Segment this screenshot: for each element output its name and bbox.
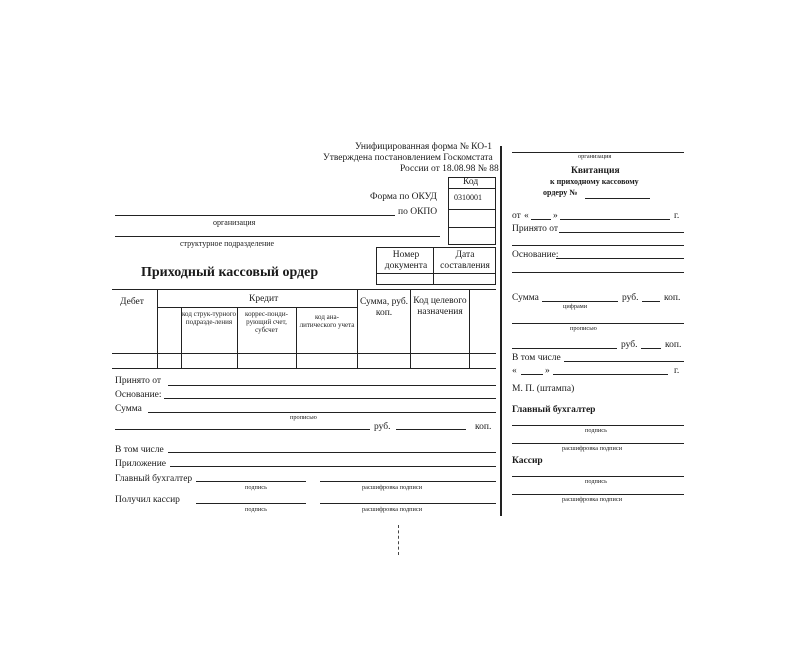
received-from-label: Принято от: [115, 376, 162, 386]
receipt-month-year-field[interactable]: [560, 219, 670, 220]
receipt-basis-field-2[interactable]: [512, 272, 684, 273]
receipt-basis-field[interactable]: [556, 258, 684, 259]
receipt-cashier-decode-caption: расшифровка подписи: [562, 496, 623, 503]
cashier-decode-caption: расшифровка подписи: [362, 506, 423, 513]
cashier-signature-caption: подпись: [245, 506, 267, 513]
receipt-received-from-label: Принято от: [512, 224, 559, 234]
receipt-chief-signature-field[interactable]: [512, 425, 684, 426]
receipt-basis-label: Основание:: [512, 250, 559, 260]
rub-label: руб.: [374, 422, 391, 432]
division-caption: структурное подразделение: [180, 239, 275, 248]
okpo-label: по ОКПО: [398, 207, 438, 217]
document-title: Приходный кассовый ордер: [141, 265, 319, 280]
receipt-from-label: от: [512, 211, 521, 221]
doc-number-label: Номер документа: [384, 250, 428, 271]
cashier-name-field[interactable]: [320, 503, 496, 504]
receipt-received-from-field-2[interactable]: [512, 245, 684, 246]
receipt-kop-digits-field[interactable]: [642, 301, 660, 302]
receipt-kop-label-2: коп.: [665, 340, 682, 350]
receipt-digits-caption: цифрами: [563, 303, 588, 310]
receipt-including-field[interactable]: [564, 361, 684, 362]
receipt-sum-words-field[interactable]: [512, 323, 684, 324]
credit-division-code-header: код струк-турного подразде-ления: [182, 310, 236, 327]
receipt-order-number-field[interactable]: [585, 198, 650, 199]
receipt-chief-accountant-label: Главный бухгалтер: [512, 405, 596, 415]
receipt-subtitle: к приходному кассовому: [550, 177, 639, 186]
receipt-cashier-name-field[interactable]: [512, 494, 684, 495]
sum-words-field[interactable]: [148, 412, 496, 413]
receipt-received-from-field[interactable]: [559, 232, 684, 233]
receipt-title: Квитанция: [571, 166, 620, 176]
cut-mark: [398, 525, 399, 555]
receipt-including-label: В том числе: [512, 353, 561, 363]
amount-header: Сумма, руб. коп.: [359, 297, 409, 318]
receipt-kop-field-2[interactable]: [641, 348, 661, 349]
doc-date-label: Дата составления: [440, 250, 490, 271]
receipt-rub-label: руб.: [622, 293, 639, 303]
basis-label: Основание:: [115, 390, 162, 400]
sum-in-words-caption: прописью: [290, 414, 317, 421]
chief-decode-caption: расшифровка подписи: [362, 484, 423, 491]
code-label: Код: [463, 177, 479, 187]
receipt-sum-words-field-2[interactable]: [512, 348, 617, 349]
receipt-order-number-label: ордеру №: [543, 188, 578, 197]
sum-continuation-field[interactable]: [115, 429, 370, 430]
credit-account-header: коррес-понди-рующий счет, субсчет: [245, 310, 288, 335]
receipt-chief-signature-caption: подпись: [585, 427, 607, 434]
attachment-field[interactable]: [170, 466, 496, 467]
receipt-quote-close: »: [553, 211, 558, 221]
chief-signature-caption: подпись: [245, 484, 267, 491]
receipt-rub-label-2: руб.: [621, 340, 638, 350]
approval-date-line: России от 18.08.98 № 88: [400, 164, 499, 174]
receipt-cashier-signature-caption: подпись: [585, 478, 607, 485]
received-from-field[interactable]: [168, 385, 496, 386]
receipt-day-field-2[interactable]: [521, 374, 543, 375]
tear-line: [500, 146, 502, 516]
credit-header: Кредит: [249, 294, 279, 304]
okud-label: Форма по ОКУД: [370, 192, 437, 202]
chief-accountant-name-field[interactable]: [320, 481, 496, 482]
debit-header: Дебет: [120, 297, 144, 307]
basis-field[interactable]: [164, 398, 496, 399]
credit-analytics-header: код ана-литического учета: [299, 313, 355, 330]
receipt-cashier-label: Кассир: [512, 456, 543, 466]
receipt-quote-open-2: «: [512, 366, 517, 376]
form-code-line: Унифицированная форма № КО-1: [355, 142, 493, 152]
receipt-sum-label: Сумма: [512, 293, 539, 303]
approval-line: Утверждена постановлением Госкомстата: [323, 153, 493, 163]
organization-field[interactable]: [115, 215, 395, 216]
receipt-chief-decode-caption: расшифровка подписи: [562, 445, 623, 452]
receipt-day-field[interactable]: [531, 219, 551, 220]
including-label: В том числе: [115, 445, 164, 455]
receipt-year-label-2: г.: [674, 366, 680, 376]
receipt-cashier-signature-field[interactable]: [512, 476, 684, 477]
chief-accountant-signature-field[interactable]: [196, 481, 306, 482]
division-field[interactable]: [115, 236, 440, 237]
cashier-received-label: Получил кассир: [115, 495, 180, 505]
attachment-label: Приложение: [115, 459, 166, 469]
receipt-kop-label: коп.: [664, 293, 681, 303]
receipt-year-label: г.: [674, 211, 680, 221]
okud-value: 0310001: [454, 193, 482, 202]
including-field[interactable]: [168, 452, 496, 453]
receipt-organization-caption: организация: [578, 153, 612, 160]
sum-label: Сумма: [115, 404, 142, 414]
kop-amount-field[interactable]: [396, 429, 466, 430]
purpose-code-header: Код целевого назначения: [413, 296, 467, 317]
receipt-chief-name-field[interactable]: [512, 443, 684, 444]
cashier-signature-field[interactable]: [196, 503, 306, 504]
chief-accountant-label: Главный бухгалтер: [115, 474, 193, 484]
receipt-month-year-field-2[interactable]: [553, 374, 668, 375]
receipt-quote-close-2: »: [545, 366, 550, 376]
receipt-in-words-caption: прописью: [570, 325, 597, 332]
receipt-stamp-label: М. П. (штампа): [512, 384, 575, 394]
receipt-sum-digits-field[interactable]: [542, 301, 618, 302]
receipt-quote-open: «: [524, 211, 529, 221]
kop-label: коп.: [475, 422, 492, 432]
organization-caption: организация: [213, 218, 256, 227]
